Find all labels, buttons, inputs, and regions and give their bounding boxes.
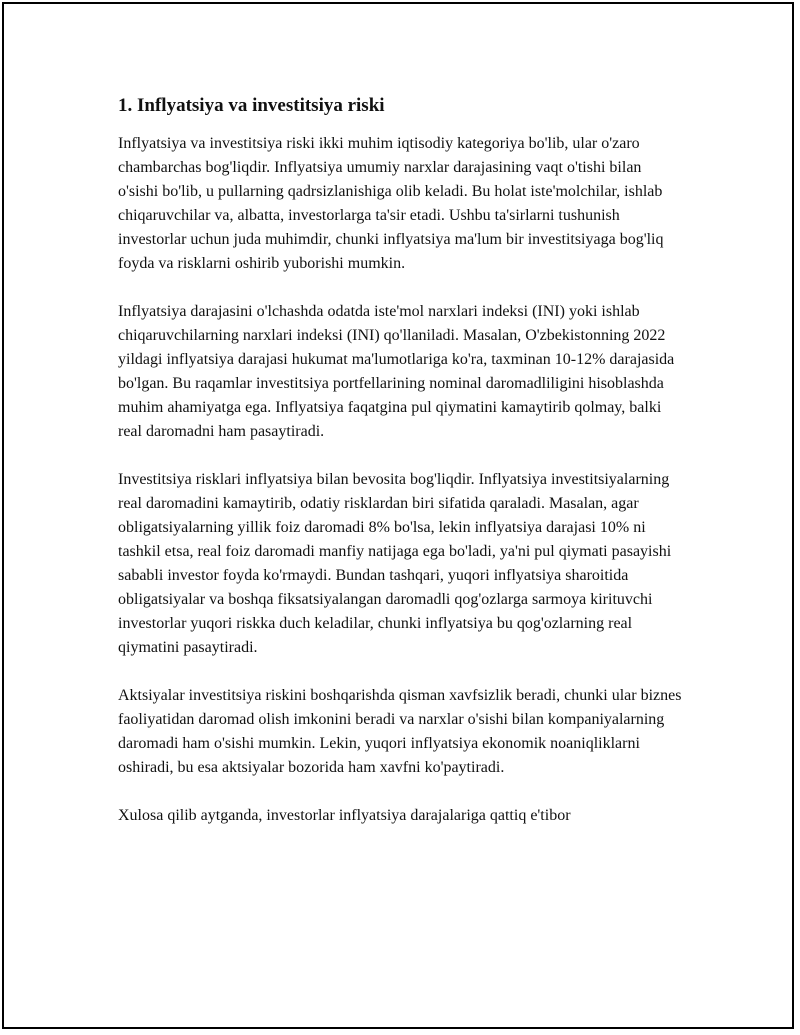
document-body (118, 92, 684, 852)
paragraph-5: Xulosa qilib aytganda, investorlar inflyatsiya darajalariga qattiq e'tibor (118, 807, 571, 824)
paragraph-1: Inflyatsiya va investitsiya riski ikki muhim iqtisodiy kategoriya bo'lib, ular o'zaro chambarchas bog'liqdir. Inflyatsiya umumiy narxlar darajasining vaqt o'tishi bilan o'sishi bo'lib, u pullarning qadrsizlanishiga olib keladi. Bu holat iste'molchilar, ishlab chiqaruvchilar va, albatta, investorlarga ta'sir etadi. Ushbu ta'sirlarni tushunish investorlar uchun juda muhimdir, chunki inflyatsiya ma'lum bir investitsiyaga bog'liq foyda va risklarni oshirib yuborishi mumkin. (118, 135, 664, 272)
paragraph-2: Inflyatsiya darajasini o'lchashda odatda iste'mol narxlari indeksi (INI) yoki ishlab chiqaruvchilarning narxlari indeksi (INI) qo'llaniladi. Masalan, O'zbekistonning 2022 yildagi inflyatsiya darajasi hukumat ma'lumotlariga ko'ra, taxminan 10-12% darajasida bo'lgan. Bu raqamlar investitsiya portfellarining nominal daromadliligini hisoblashda muhim ahamiyatga ega. Inflyatsiya faqatgina pul qiymatini kamaytirib qolmay, balki real daromadni ham pasaytiradi. (118, 303, 675, 440)
paragraph-3: Investitsiya risklari inflyatsiya bilan bevosita bog'liqdir. Inflyatsiya investitsiyalarning real daromadini kamaytirib, odatiy risklardan biri sifatida qaraladi. Masalan, agar obligatsiyalarning yillik foiz daromadi 8% bo'lsa, lekin inflyatsiya darajasi 10% ni tashkil etsa, real foiz daromadi manfiy natijaga ega bo'ladi, ya'ni pul qiymati pasayishi sababli investor foyda ko'rmaydi. Bundan tashqari, yuqori inflyatsiya sharoitida obligatsiyalar va boshqa fiksatsiyalangan daromadli qog'ozlarga sarmoya kirituvchi investorlar yuqori riskka duch keladilar, chunki inflyatsiya bu qog'ozlarning real qiymatini pasaytiradi. (118, 471, 672, 656)
section-heading: 1. Inflyatsiya va investitsiya riski (118, 95, 385, 116)
paragraph-4: Aktsiyalar investitsiya riskini boshqarishda qisman xavfsizlik beradi, chunki ular biznes faoliyatidan daromad olish imkonini beradi va narxlar o'sishi bilan kompaniyalarning daromadi ham o'sishi mumkin. Lekin, yuqori inflyatsiya ekonomik noaniqliklarni oshiradi, bu esa aktsiyalar bozorida ham xavfni ko'paytiradi. (118, 687, 682, 776)
